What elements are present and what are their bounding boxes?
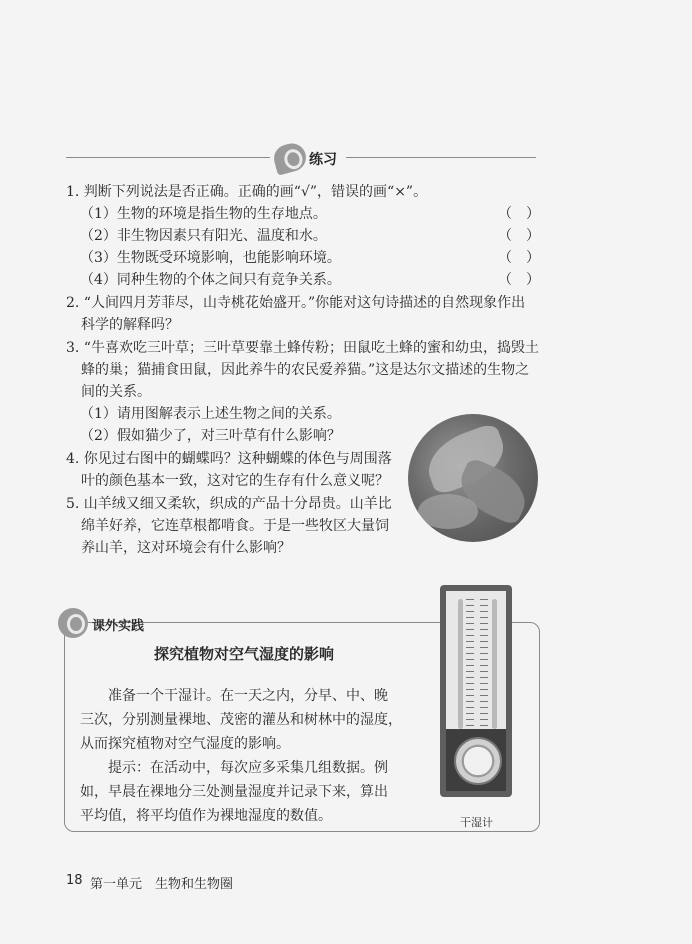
question-2-cont: 科学的解释吗？ [81,317,179,333]
question-3-sub-2: （2）假如猫少了，对三叶草有什么影响？ [80,428,341,444]
practice-title: 探究植物对空气湿度的影响 [154,645,335,663]
question-3-cont-1: 蜂的巢；猫捕食田鼠，因此养牛的农民爱养猫。”这是达尔文描述的生物之 [81,362,530,378]
practice-icon [271,140,309,175]
butterfly-leaf-photo [408,414,538,542]
practice-para-5: 如，早晨在裸地分三处测量湿度并记录下来，算出 [80,784,388,800]
header-rule-left [66,157,270,158]
header-rule-right [346,157,536,158]
answer-blank-2[interactable]: （ ） [498,228,540,244]
question-1-item-4: （4）同种生物的个体之间只有竞争关系。 [80,272,341,288]
answer-blank-1[interactable]: （ ） [498,206,540,222]
question-1-item-3: （3）生物既受环境影响，也能影响环境。 [80,250,341,266]
page-number: 18 [66,873,83,888]
question-4: 4. 你见过右图中的蝴蝶吗？这种蝴蝶的体色与周围落 [66,451,392,467]
question-3-cont-2: 间的关系。 [81,384,151,400]
question-5-cont-2: 养山羊，这对环境会有什么影响？ [81,540,291,556]
question-1-item-2: （2）非生物因素只有阳光、温度和水。 [80,228,327,244]
section-title: 练习 [309,152,337,168]
question-3-sub-1: （1）请用图解表示上述生物之间的关系。 [80,406,341,422]
unit-title: 第一单元 生物和生物圈 [90,877,234,892]
question-1: 1. 判断下列说法是否正确。正确的画“√”，错误的画“×”。 [66,184,428,200]
question-2: 2. “人间四月芳菲尽，山寺桃花始盛开。”你能对这句诗描述的自然现象作出 [66,295,526,311]
practice-para-4: 提示：在活动中，每次应多采集几组数据。例 [108,760,388,776]
answer-blank-4[interactable]: （ ） [498,272,540,288]
question-5-cont-1: 绵羊好养，它连草根都啃食。于是一些牧区大量饲 [81,518,389,534]
practice-para-3: 从而探究植物对空气湿度的影响。 [80,736,290,752]
question-5: 5. 山羊绒又细又柔软，织成的产品十分昂贵。山羊比 [66,496,392,512]
question-1-item-1: （1）生物的环境是指生物的生存地点。 [80,206,327,222]
question-3: 3. “牛喜欢吃三叶草；三叶草要靠土蜂传粉；田鼠吃土蜂的蜜和幼虫，捣毁土 [66,340,539,356]
hygrometer-caption: 干湿计 [460,816,493,829]
question-4-cont: 叶的颜色基本一致，这对它的生存有什么意义呢？ [81,473,389,489]
practice-label: 课外实践 [92,619,145,634]
practice-para-1: 准备一个干湿计。在一天之内，分早、中、晚 [108,688,388,704]
answer-blank-3[interactable]: （ ） [498,250,540,266]
hygrometer-image [440,585,512,797]
activity-icon [58,608,88,638]
practice-para-6: 平均值，将平均值作为裸地湿度的数值。 [80,808,332,824]
practice-para-2: 三次，分别测量裸地、茂密的灌丛和树林中的湿度， [80,712,402,728]
